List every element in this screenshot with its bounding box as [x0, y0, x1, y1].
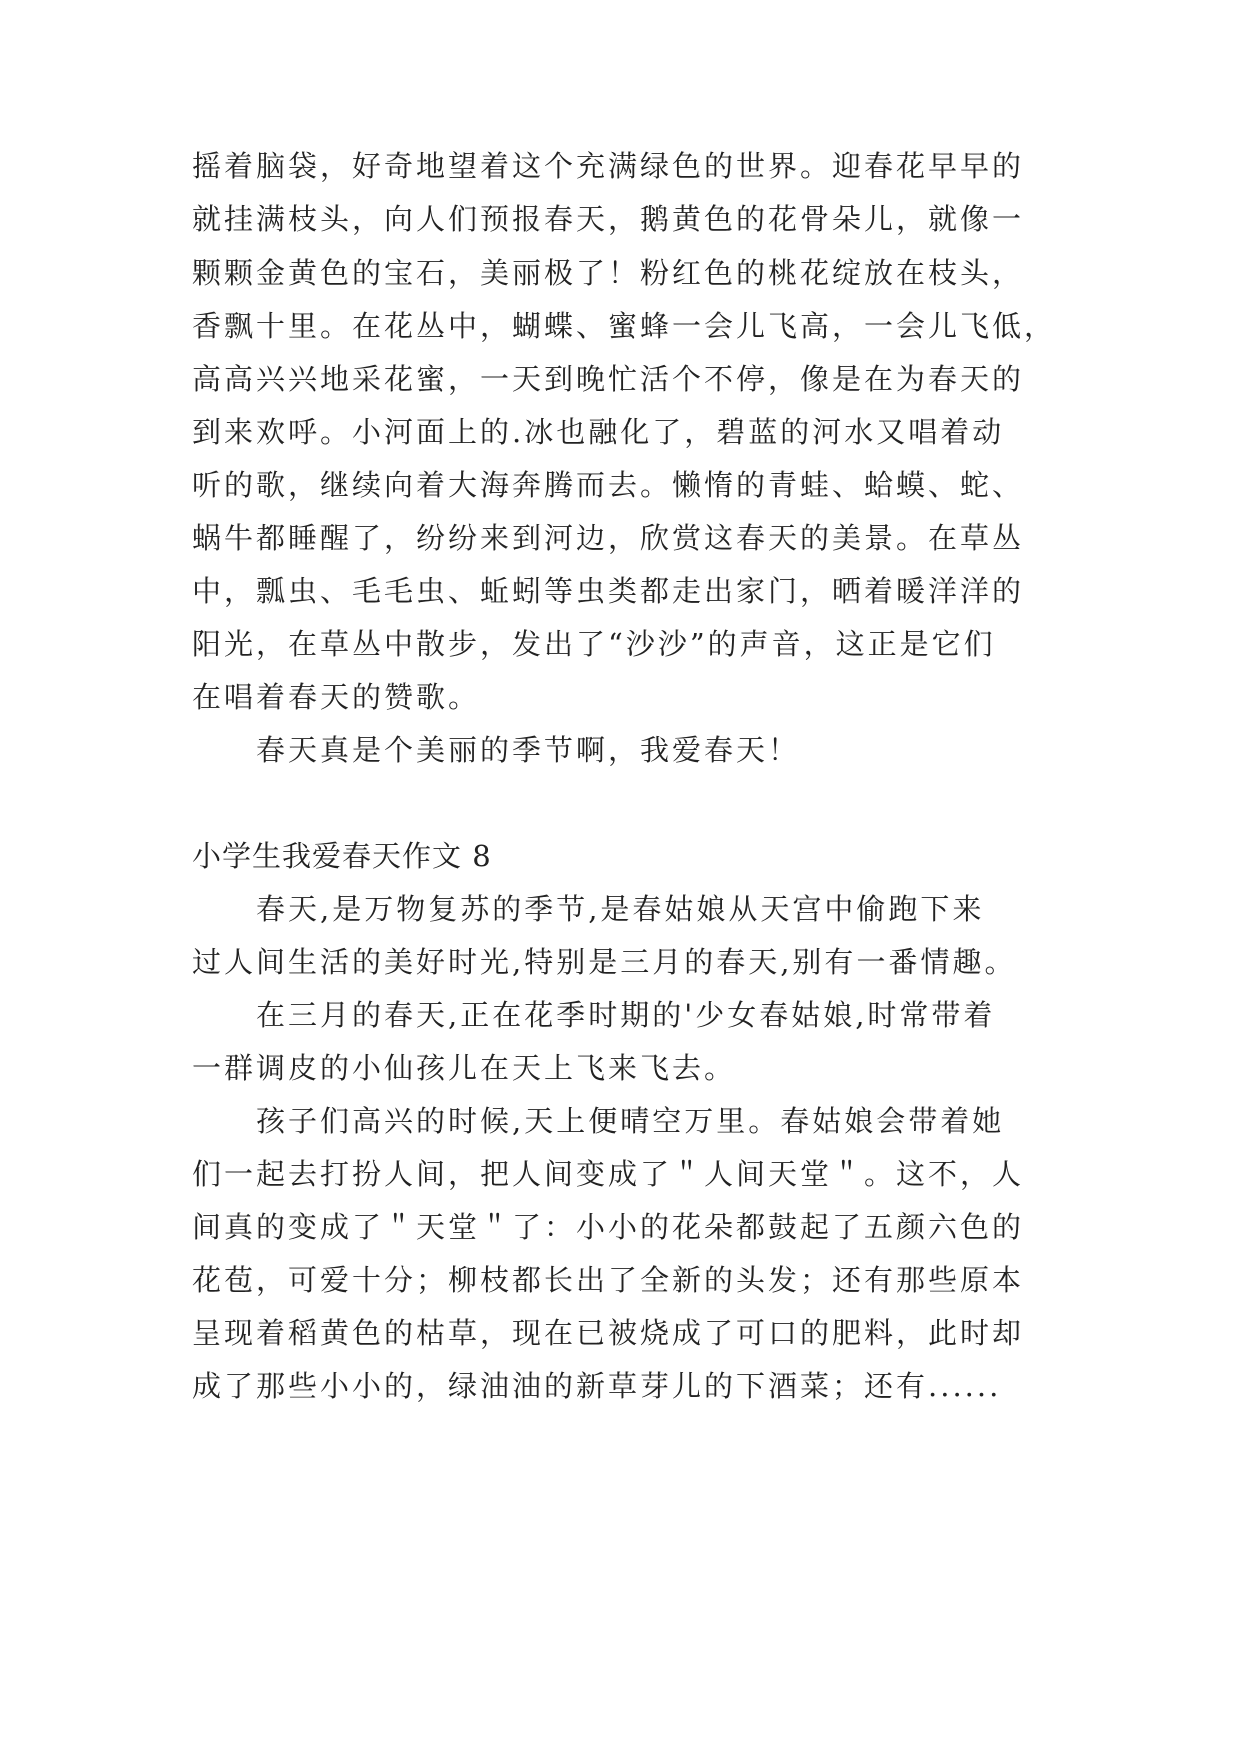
text-line: 孩子们高兴的时候,天上便晴空万里。春姑娘会带着她 [256, 1104, 1005, 1138]
text-line: 在三月的春天,正在花季时期的'少女春姑娘,时常带着 [256, 998, 996, 1032]
text-line: 间真的变成了＂天堂＂了：小小的花朵都鼓起了五颜六色的 [192, 1210, 1025, 1244]
text-line: 摇着脑袋，好奇地望着这个充满绿色的世界。迎春花早早的 [192, 149, 1025, 183]
text-line: 呈现着稻黄色的枯草，现在已被烧成了可口的肥料，此时却 [192, 1316, 1025, 1350]
text-line: 们一起去打扮人间，把人间变成了＂人间天堂＂。这不，人 [192, 1157, 1025, 1191]
text-line: 就挂满枝头，向人们预报春天，鹅黄色的花骨朵儿，就像一 [192, 202, 1025, 236]
text-line: 春天,是万物复苏的季节,是春姑娘从天宫中偷跑下来 [256, 892, 985, 926]
text-line: 成了那些小小的，绿油油的新草芽儿的下酒菜；还有...... [192, 1369, 1002, 1403]
text-line: 阳光，在草丛中散步，发出了“沙沙”的声音，这正是它们 [192, 627, 996, 661]
text-line: 中，瓢虫、毛毛虫、蚯蚓等虫类都走出家门，晒着暖洋洋的 [192, 574, 1025, 608]
text-line: 在唱着春天的赞歌。 [192, 680, 481, 714]
closing-line: 春天真是个美丽的季节啊，我爱春天！ [256, 733, 801, 767]
text-line: 蜗牛都睡醒了，纷纷来到河边，欣赏这春天的美景。在草丛 [192, 521, 1025, 555]
section-title: 小学生我爱春天作文 8 [192, 839, 492, 873]
text-line: 过人间生活的美好时光,特别是三月的春天,别有一番情趣。 [192, 945, 1017, 979]
text-line: 听的歌，继续向着大海奔腾而去。懒惰的青蛙、蛤蟆、蛇、 [192, 468, 1025, 502]
text-line: 花苞，可爱十分；柳枝都长出了全新的头发；还有那些原本 [192, 1263, 1025, 1297]
text-line: 高高兴兴地采花蜜，一天到晚忙活个不停，像是在为春天的 [192, 362, 1025, 396]
text-line: 到来欢呼。小河面上的.冰也融化了，碧蓝的河水又唱着动 [192, 415, 1005, 449]
text-line: 一群调皮的小仙孩儿在天上飞来飞去。 [192, 1051, 737, 1085]
text-line: 香飘十里。在花丛中，蝴蝶、蜜蜂一会儿飞高，一会儿飞低， [192, 309, 1057, 343]
text-line: 颗颗金黄色的宝石，美丽极了！粉红色的桃花绽放在枝头， [192, 256, 1025, 290]
